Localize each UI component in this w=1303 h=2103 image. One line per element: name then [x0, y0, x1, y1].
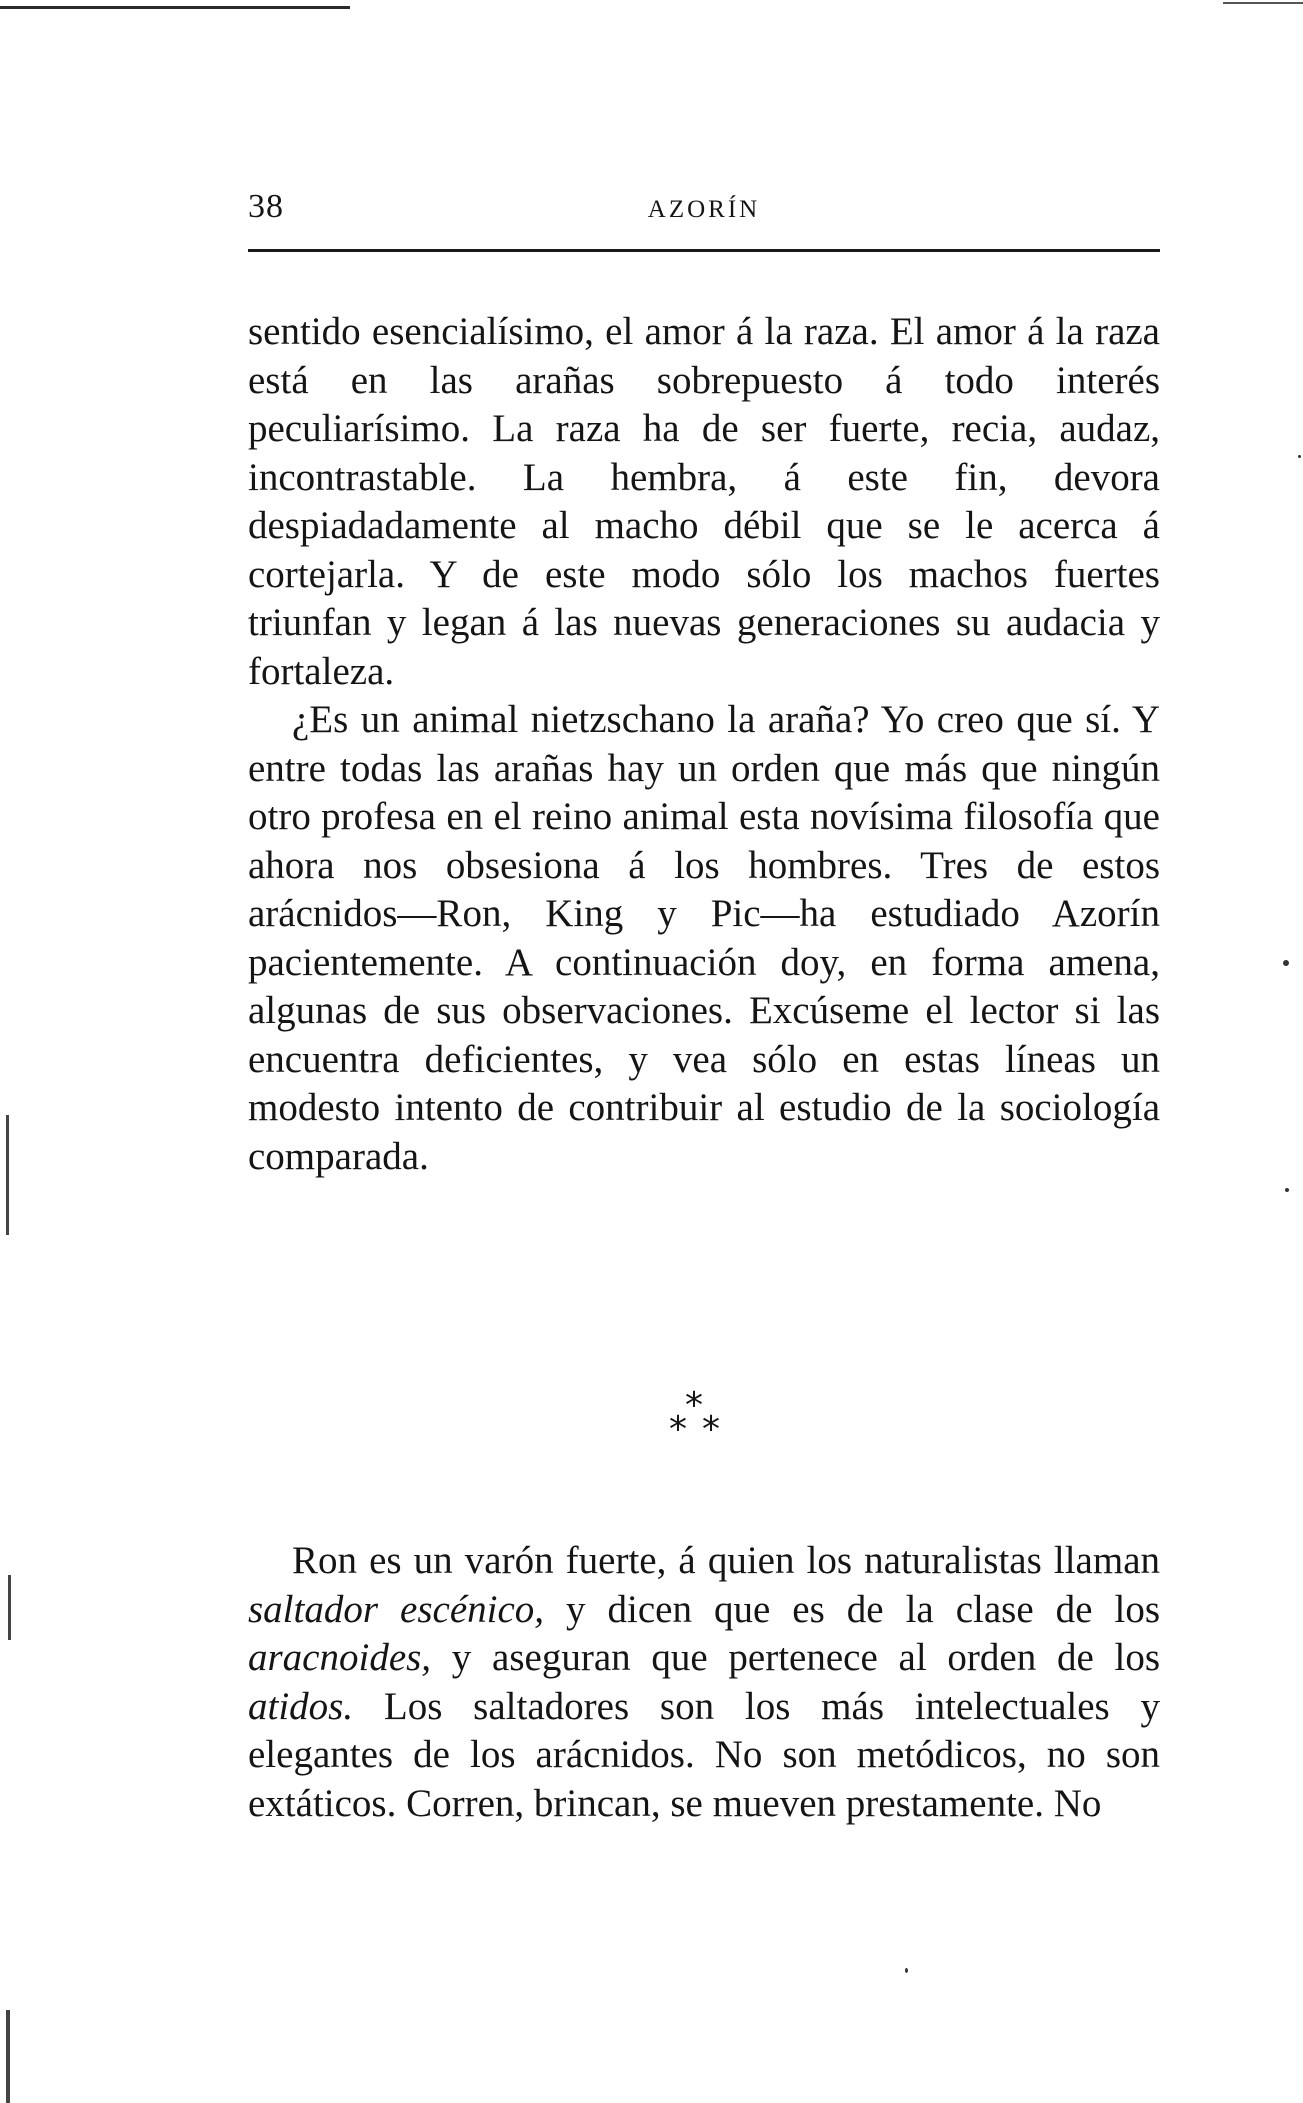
- italic-term: aracnoides,: [248, 1636, 432, 1679]
- scan-speck: [1283, 960, 1289, 966]
- italic-term: atidos.: [248, 1684, 354, 1728]
- body-text: [248, 308, 1160, 1181]
- paragraph: ¿Es un animal nietzschano la araña? Yo creo que sí. Y entre todas las arañas hay un orden que más que ningún otro profesa en el reino animal esta novísima filosofía que ahora nos obsesiona á los hombres. Tres de estos arácnidos—Ron, King y Pic—ha estudiado Azorín pacientemente. A continuación doy, en forma amena, algunas de sus observaciones. Excúseme el lector si las encuentra deficientes, y vea sólo en estas líneas un modesto intento de contribuir al estudio de la sociología comparada.: [248, 698, 1160, 1178]
- italic-term: saltador escénico,: [248, 1587, 545, 1631]
- asterism-star: *: [702, 1409, 720, 1450]
- scan-speck: [1285, 1188, 1289, 1192]
- text-run: Los saltadores son los más intelectuales y elegantes de los arácnidos. No son metódicos, no son extáticos. Corren, brincan, se mueven prestamente. No: [248, 1684, 1160, 1825]
- section-two: [248, 1537, 1160, 1828]
- page-number: 38: [248, 188, 284, 225]
- page-header: [248, 188, 1160, 238]
- text-run: Ron es un varón fuerte, á quien los naturalistas llaman: [292, 1539, 1160, 1582]
- section-asterism: [0, 1385, 1303, 1458]
- top-edge-rule-right: [1223, 2, 1303, 4]
- asterism-star: *: [669, 1409, 687, 1450]
- scan-edge-mark: [6, 1115, 9, 1235]
- top-edge-rule: [0, 6, 350, 9]
- text-run: y aseguran que pertenece al orden de los: [431, 1636, 1160, 1679]
- paragraph: [248, 1537, 1160, 1828]
- header-rule: [248, 249, 1160, 252]
- paragraph-continuation: sentido esencialísimo, el amor á la raza. El amor á la raza está en las arañas sobrepuesto á todo interés peculiarísimo. La raza ha de ser fuerte, recia, audaz, incontrastable. La hembra, á este fin, devora despiadadamente al macho débil que se le acerca á cortejarla. Y de este modo sólo los machos fuertes triunfan y legan á las nuevas generaciones su audacia y fortaleza.: [248, 310, 1160, 693]
- scan-edge-mark: [8, 1575, 11, 1640]
- scan-speck: [1298, 455, 1301, 458]
- scan-edge-mark: [6, 2010, 10, 2103]
- running-head: AZORÍN: [647, 196, 761, 223]
- scan-speck: [905, 1968, 908, 1973]
- text-run: y dicen que es de la clase de los: [544, 1587, 1160, 1631]
- asterism-star: *: [685, 1385, 703, 1426]
